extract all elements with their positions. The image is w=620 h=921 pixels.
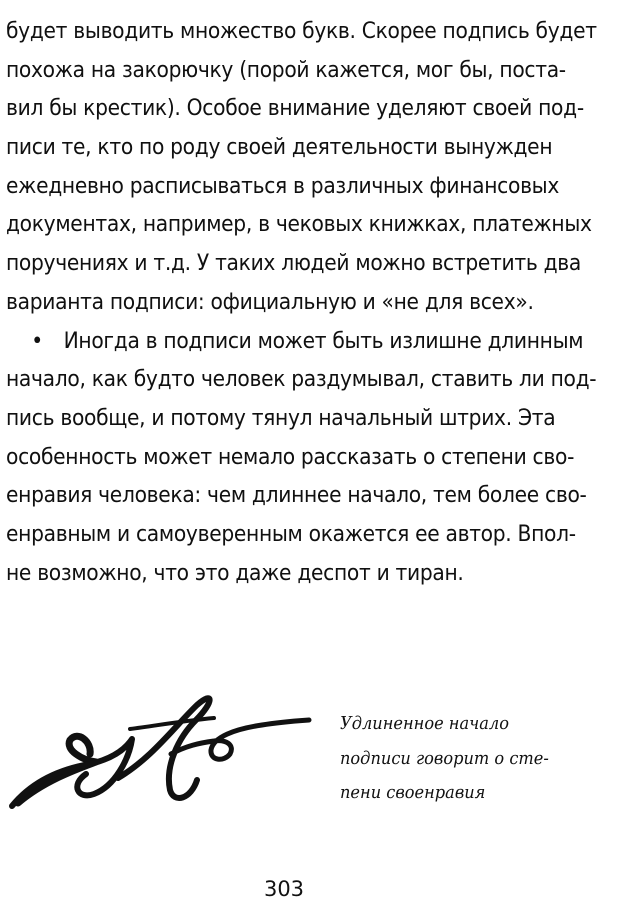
page-number: 303 — [263, 877, 305, 901]
text-line: енравным и самоуверенным окажется ее автор. Впол- — [6, 520, 576, 547]
text-line: писи те, кто по роду своей деятельности вынужден — [6, 134, 553, 161]
text-line: начало, как будто человек раздумывал, ставить ли под- — [6, 366, 597, 393]
text-line: вил бы крестик). Особое внимание уделяют своей под- — [6, 95, 584, 122]
caption-line: Удлиненное начало — [340, 713, 509, 734]
text-line: енравия человека: чем длиннее начало, тем более сво- — [6, 482, 587, 509]
body-text — [6, 12, 610, 592]
caption-line: пени своенравия — [340, 782, 486, 803]
text-line: ежедневно расписываться в различных финансовых — [6, 172, 560, 199]
signature-illustration — [0, 668, 320, 838]
text-line: Иногда в подписи может быть излишне длинным — [63, 327, 584, 354]
text-line: похожа на закорючку (порой кажется, мог бы, поста- — [6, 56, 566, 83]
text-line: не возможно, что это даже деспот и тиран. — [6, 559, 464, 586]
caption-line: подписи говорит о сте- — [340, 747, 549, 769]
text-line: пись вообще, и потому тянул начальный штрих. Эта — [6, 404, 556, 431]
text-line: будет выводить множество букв. Скорее подпись будет — [6, 18, 597, 44]
signature-caption — [340, 707, 610, 811]
text-line: особенность может немало рассказать о степени сво- — [6, 443, 575, 470]
bullet-paragraph-line — [6, 322, 584, 361]
text-line: поручениях и т.д. У таких людей можно встретить два — [6, 250, 582, 277]
text-line: варианта подписи: официальную и «не для всех». — [6, 288, 534, 315]
text-line: документах, например, в чековых книжках, платежных — [6, 211, 592, 238]
bullet-marker: • — [31, 327, 43, 354]
